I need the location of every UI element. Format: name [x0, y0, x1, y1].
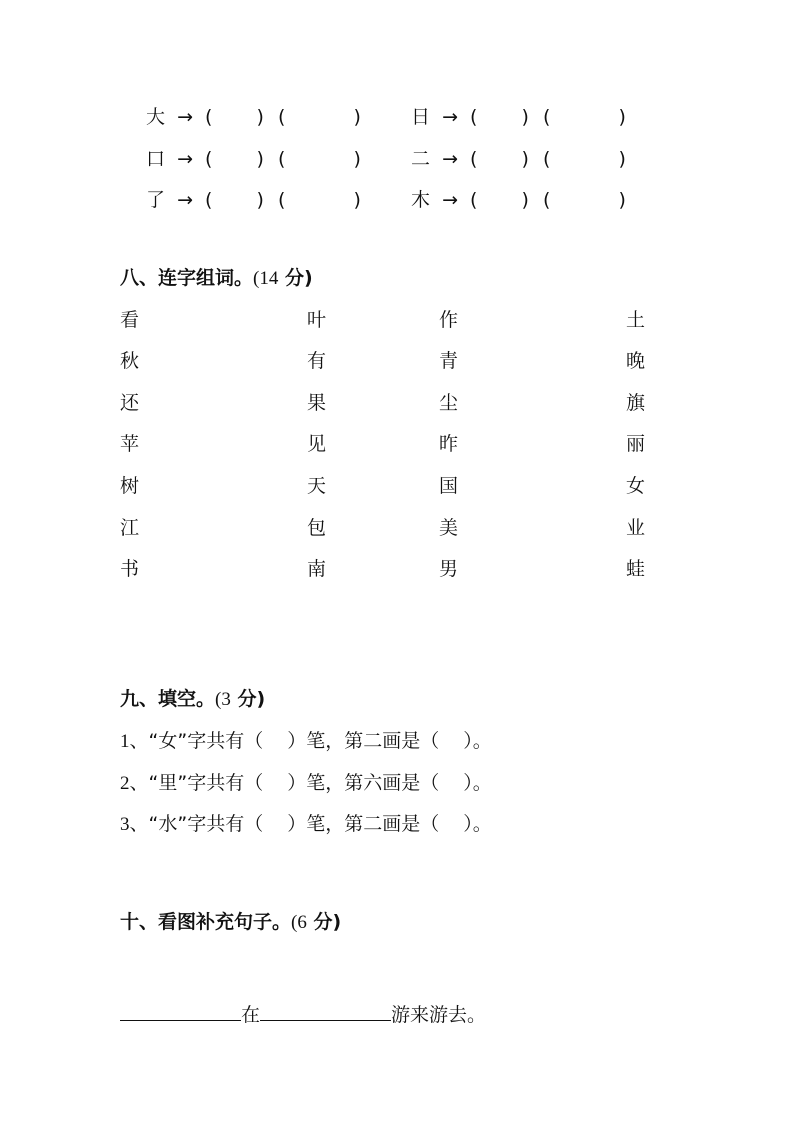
character: 大 — [146, 106, 166, 128]
match-char[interactable]: 美 — [439, 517, 459, 539]
match-char[interactable]: 秋 — [120, 350, 140, 372]
match-char[interactable]: 晚 — [626, 350, 646, 372]
sentence-end: 游来游去。 — [391, 1004, 487, 1026]
score-open: ( — [215, 689, 222, 710]
match-char[interactable]: 包 — [307, 517, 327, 539]
fill-blank-item: 1、“女”字共有（ ）笔，第二画是（ ）。 — [120, 730, 492, 752]
location-blank[interactable] — [260, 1000, 391, 1021]
arrow-icon: → — [177, 189, 193, 211]
subject-blank[interactable] — [120, 1000, 241, 1021]
match-char[interactable]: 尘 — [439, 392, 459, 414]
match-char[interactable]: 南 — [307, 558, 327, 580]
match-char[interactable]: 天 — [307, 475, 327, 497]
match-char[interactable]: 果 — [307, 392, 327, 414]
sentence-completion — [120, 1000, 486, 1027]
match-char[interactable]: 还 — [120, 392, 140, 414]
arrow-icon: → — [177, 148, 193, 170]
arrow-icon: → — [442, 106, 458, 128]
score-unit: 分) — [278, 267, 313, 289]
stroke-item-right: 木 → ( ) ( ) — [411, 189, 626, 211]
section-9-heading — [120, 687, 265, 712]
arrow-icon: → — [177, 106, 193, 128]
match-char[interactable]: 昨 — [439, 433, 459, 455]
score-unit: 分) — [230, 688, 266, 710]
match-char[interactable]: 男 — [439, 558, 459, 580]
match-char[interactable]: 江 — [120, 517, 140, 539]
section-title: 十、看图补充句子。 — [120, 911, 292, 933]
character: 木 — [411, 189, 431, 211]
match-char[interactable]: 旗 — [626, 392, 646, 414]
match-char[interactable]: 树 — [120, 475, 140, 497]
target-char: 女 — [158, 730, 178, 752]
stroke-item-right: 二 → ( ) ( ) — [411, 148, 626, 170]
stroke-item-left: 口 → ( ) ( ) — [146, 148, 361, 170]
fill-blank-item: 2、“里”字共有（ ）笔，第六画是（ ）。 — [120, 772, 492, 794]
character: 二 — [411, 148, 431, 170]
section-10-heading — [120, 910, 341, 935]
match-char[interactable]: 叶 — [307, 309, 327, 331]
match-char[interactable]: 蛙 — [626, 558, 646, 580]
section-title: 八、连字组词。 — [120, 267, 254, 289]
match-char[interactable]: 见 — [307, 433, 327, 455]
stroke-item-right: 日 → ( ) ( ) — [411, 106, 626, 128]
blank-1-open: ( — [205, 106, 213, 128]
match-char[interactable]: 有 — [307, 350, 327, 372]
score-value: 14 — [259, 268, 279, 289]
arrow-icon: → — [442, 148, 458, 170]
score-value: 3 — [221, 689, 231, 710]
match-char[interactable]: 书 — [120, 558, 140, 580]
character: 口 — [146, 148, 166, 170]
item-number: 1 — [120, 731, 130, 752]
character: 日 — [411, 106, 431, 128]
item-number: 2 — [120, 773, 130, 794]
match-char[interactable]: 作 — [439, 309, 459, 331]
match-char[interactable]: 青 — [439, 350, 459, 372]
score-open: ( — [253, 268, 260, 289]
match-char[interactable]: 业 — [626, 517, 646, 539]
match-char[interactable]: 丽 — [626, 433, 646, 455]
target-char: 水 — [158, 813, 178, 835]
item-number: 3 — [120, 814, 130, 835]
match-char[interactable]: 土 — [626, 309, 646, 331]
character: 了 — [146, 189, 166, 211]
score-value: 6 — [297, 912, 307, 933]
match-char[interactable]: 女 — [626, 475, 646, 497]
sentence-mid: 在 — [241, 1004, 261, 1026]
score-unit: 分) — [306, 911, 342, 933]
match-char[interactable]: 看 — [120, 309, 140, 331]
stroke-item-left: 大 → ( ) ( ) — [146, 106, 361, 128]
section-title: 九、填空。 — [120, 688, 216, 710]
fill-blank-item: 3、“水”字共有（ ）笔，第二画是（ ）。 — [120, 813, 492, 835]
section-8-heading — [120, 266, 313, 291]
match-char[interactable]: 国 — [439, 475, 459, 497]
target-char: 里 — [158, 772, 178, 794]
match-char[interactable]: 苹 — [120, 433, 140, 455]
stroke-item-left: 了 → ( ) ( ) — [146, 189, 361, 211]
score-open: ( — [291, 912, 298, 933]
arrow-icon: → — [442, 189, 458, 211]
